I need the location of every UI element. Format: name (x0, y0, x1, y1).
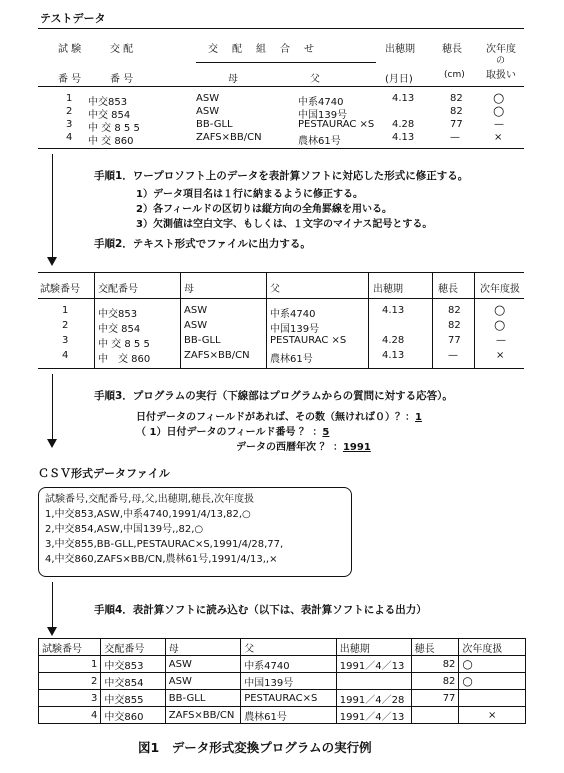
s1-row3-father: PESTAURAC ×S (298, 119, 375, 130)
s1-row2-cross: 中交 854 (88, 110, 131, 121)
s3-r1-c4: 1991／4／13 (336, 656, 411, 673)
s2-header-3: 父 (270, 284, 280, 295)
s3-r4-c0: 4 (39, 707, 101, 724)
section1-title: テストデータ (40, 12, 106, 25)
s2-r3-c5: 77 (448, 335, 461, 346)
header-length: 穂長 (442, 44, 462, 55)
s2-r1-c6: ○ (494, 303, 506, 318)
s3-header-6: 次年度扱 (459, 639, 526, 656)
s2-r1-c3: 中系4740 (270, 309, 316, 320)
csv-line-1: 1,中交853,ASW,中系4740,1991/4/13,82,○ (45, 509, 251, 520)
step3-question-2 (136, 423, 329, 438)
arrow-3-shaft (52, 582, 53, 628)
header-trial-2: 番 号 (58, 74, 82, 85)
arrow-1-shaft (52, 154, 53, 258)
s1-row3-length: 77 (450, 119, 463, 130)
s3-r1-c6: ○ (459, 656, 526, 673)
s1-row2-mother: ASW (196, 106, 220, 117)
section1-bottom-rule (38, 148, 524, 149)
s3-r1-c3: 中系4740 (241, 656, 337, 673)
s3-r3-c0: 3 (39, 690, 101, 707)
s2-r1-c5: 82 (448, 305, 461, 316)
step2-title: 手順2．テキスト形式でファイルに出力する。 (94, 238, 311, 250)
s1-row1-next: ○ (493, 91, 505, 106)
header-trial-1: 試 験 (58, 44, 82, 55)
arrow-2-head (47, 439, 57, 448)
s2-r4-c0: 4 (62, 350, 69, 361)
s1-row4-heading: 4.13 (392, 132, 415, 143)
s2-r4-c5: — (448, 350, 458, 361)
s3-header-2: 母 (165, 639, 240, 656)
s2-r4-c6: × (496, 350, 505, 361)
s3-r2-c1: 中交854 (101, 673, 165, 690)
step3-a3: 1991 (342, 442, 371, 453)
header-heading-unit: (月日) (385, 74, 413, 85)
table-row (39, 656, 526, 673)
s2-r2-c2: ASW (184, 320, 208, 331)
s1-row1-no: 1 (66, 93, 73, 104)
s3-r2-c6: ○ (459, 673, 526, 690)
s2-r3-c0: 3 (62, 335, 69, 346)
spreadsheet-table (38, 638, 526, 724)
s1-row4-mother: ZAFS×BB/CN (196, 132, 262, 143)
s2-header-5: 穂長 (438, 284, 458, 295)
step3-question-3 (236, 438, 371, 453)
table-header-row (39, 639, 526, 656)
s2-header-6: 次年度扱 (480, 284, 520, 295)
s3-header-5: 穂長 (411, 639, 459, 656)
s2-r4-c3: 農林61号 (270, 354, 313, 365)
step3-q1-text: 日付データのフィールドがあれば、その数（無ければ０）？： (136, 412, 415, 423)
s3-header-3: 父 (241, 639, 337, 656)
s3-r4-c1: 中交860 (101, 707, 165, 724)
s1-row3-heading: 4.28 (392, 119, 415, 130)
s3-r3-c1: 中交855 (101, 690, 165, 707)
s1-row1-heading: 4.13 (392, 93, 415, 104)
s2-r4-c2: ZAFS×BB/CN (184, 350, 250, 361)
s3-r1-c1: 中交853 (101, 656, 165, 673)
step3-a1: 1 (415, 412, 422, 423)
step3-question-1 (136, 408, 422, 423)
s3-r4-c6: × (459, 707, 526, 724)
s1-row1-cross: 中交853 (88, 97, 128, 108)
combo-rule (196, 62, 376, 63)
s3-header-1: 交配番号 (101, 639, 165, 656)
s2-r3-c6: — (496, 335, 506, 346)
s3-r3-c5: 77 (411, 690, 459, 707)
s3-header-4: 出穂期 (336, 639, 411, 656)
arrow-2-shaft (52, 374, 53, 440)
header-next-3: 取扱い (486, 70, 516, 81)
s3-r1-c5: 82 (411, 656, 459, 673)
s3-r1-c0: 1 (39, 656, 101, 673)
step3-a2: 5 (322, 427, 330, 438)
s1-row2-father: 中国139号 (298, 110, 348, 121)
s2-r2-c3: 中国139号 (270, 324, 320, 335)
csv-line-4: 4,中交860,ZAFS×BB/CN,農林61号,1991/4/13,,× (45, 554, 278, 565)
arrow-1-head (47, 257, 57, 266)
s2-vsep-6 (474, 273, 475, 368)
csv-title: ＣＳＶ形式データファイル (38, 467, 170, 480)
s3-r2-c3: 中国139号 (241, 673, 337, 690)
s1-row4-next: × (494, 132, 503, 143)
s3-r4-c5 (411, 707, 459, 724)
s1-row1-length: 82 (450, 93, 463, 104)
s2-header-4: 出穂期 (373, 284, 403, 295)
arrow-3-head (47, 627, 57, 636)
s1-row2-length: 82 (450, 106, 463, 117)
step3-q2-text: （ 1）日付データのフィールド番号 ？ ： (136, 427, 323, 438)
s2-r3-c4: 4.28 (382, 335, 405, 346)
s2-r4-c1: 中 交 860 (98, 354, 151, 365)
s3-r2-c4 (336, 673, 411, 690)
s2-r1-c4: 4.13 (382, 305, 405, 316)
header-bottom-rule (38, 86, 524, 87)
s2-r1-c0: 1 (62, 305, 69, 316)
s2-vsep-5 (432, 273, 433, 368)
table-row (39, 673, 526, 690)
header-next-1: 次年度 (486, 44, 516, 55)
section2-top-rule (38, 272, 524, 273)
s2-r2-c1: 中交 854 (98, 324, 141, 335)
header-cross-2: 番 号 (110, 74, 134, 85)
s3-r4-c3: 農林61号 (241, 707, 337, 724)
s2-header-1: 交配番号 (98, 284, 138, 295)
s2-r1-c2: ASW (184, 305, 208, 316)
csv-line-0: 試験番号,交配番号,母,父,出穂期,穂長,次年度扱 (45, 494, 255, 505)
header-combo: 交 配 組 合 せ (208, 44, 316, 55)
s2-r2-c6: ○ (494, 318, 506, 333)
step1-item-1: 1）データ項目名は１行に納まるように修正する。 (136, 189, 363, 200)
s3-r4-c2: ZAFS×BB/CN (165, 707, 240, 724)
table-row (39, 707, 526, 724)
s2-vsep-4 (368, 273, 369, 368)
s2-r2-c0: 2 (62, 320, 69, 331)
s1-row1-mother: ASW (196, 93, 220, 104)
step3-q3-text: データの西暦年次 ？ ： (236, 442, 343, 453)
header-mother: 母 (228, 74, 238, 85)
header-cross-1: 交 配 (110, 44, 134, 55)
s1-row3-cross: 中 交 8 5 5 (88, 123, 140, 134)
header-heading: 出穂期 (385, 44, 415, 55)
s3-header-0: 試験番号 (39, 639, 101, 656)
s2-vsep-3 (266, 273, 267, 368)
s3-r3-c2: BB-GLL (165, 690, 240, 707)
s3-r4-c4: 1991／4／13 (336, 707, 411, 724)
s2-r1-c1: 中交853 (98, 309, 138, 320)
s3-r3-c4: 1991／4／28 (336, 690, 411, 707)
s2-r3-c3: PESTAURAC ×S (270, 335, 347, 346)
step1-title: 手順1．ワープロソフト上のデータを表計算ソフトに対応した形式に修正する。 (94, 170, 469, 182)
s2-r3-c2: BB-GLL (184, 335, 221, 346)
s1-row4-cross: 中 交 860 (88, 136, 134, 147)
s2-header-0: 試験番号 (40, 284, 80, 295)
s2-vsep-1 (94, 273, 95, 368)
s1-row3-next: — (494, 119, 504, 130)
header-length-unit: (cm) (444, 70, 465, 80)
s1-row1-father: 中系4740 (298, 97, 344, 108)
s3-r2-c0: 2 (39, 673, 101, 690)
step1-item-2: 2）各フィールドの区切りは縦方向の全角罫線を用いる。 (136, 204, 392, 215)
section2-header-rule (38, 298, 524, 299)
s2-r3-c1: 中 交 8 5 5 (98, 339, 150, 350)
s1-row4-father: 農林61号 (298, 136, 341, 147)
csv-line-2: 2,中交854,ASW,中国139号,,82,○ (45, 524, 204, 535)
s1-row3-no: 3 (66, 119, 73, 130)
csv-line-3: 3,中交855,BB-GLL,PESTAURAC×S,1991/4/28,77, (45, 539, 284, 550)
s1-row4-no: 4 (66, 132, 73, 143)
s3-r2-c2: ASW (165, 673, 240, 690)
step1-item-3: 3）欠測値は空白文字、もしくは、１文字のマイナス記号とする。 (136, 219, 433, 230)
step4-title: 手順4．表計算ソフトに読み込む（以下は、表計算ソフトによる出力） (94, 604, 427, 616)
s1-row2-next: ○ (493, 104, 505, 119)
s1-row2-no: 2 (66, 106, 73, 117)
header-father: 父 (310, 74, 320, 85)
s3-r2-c5: 82 (411, 673, 459, 690)
s1-row4-length: — (450, 132, 460, 143)
s2-r2-c5: 82 (448, 320, 461, 331)
top-rule (38, 28, 524, 29)
step3-title: 手順3．プログラムの実行（下線部はプログラムからの質問に対する応答）。 (94, 390, 453, 402)
table-row (39, 690, 526, 707)
s3-r1-c2: ASW (165, 656, 240, 673)
s2-header-2: 母 (184, 284, 194, 295)
s2-vsep-2 (180, 273, 181, 368)
s3-r3-c3: PESTAURAC×S (241, 690, 337, 707)
csv-file-box (38, 487, 352, 577)
s3-r3-c6 (459, 690, 526, 707)
s1-row3-mother: BB-GLL (196, 119, 233, 130)
header-next-2: の (496, 56, 506, 66)
figure-caption: 図1 データ形式変換プログラムの実行例 (138, 740, 372, 755)
section2-bottom-rule (38, 368, 524, 369)
s2-r4-c4: 4.13 (382, 350, 405, 361)
